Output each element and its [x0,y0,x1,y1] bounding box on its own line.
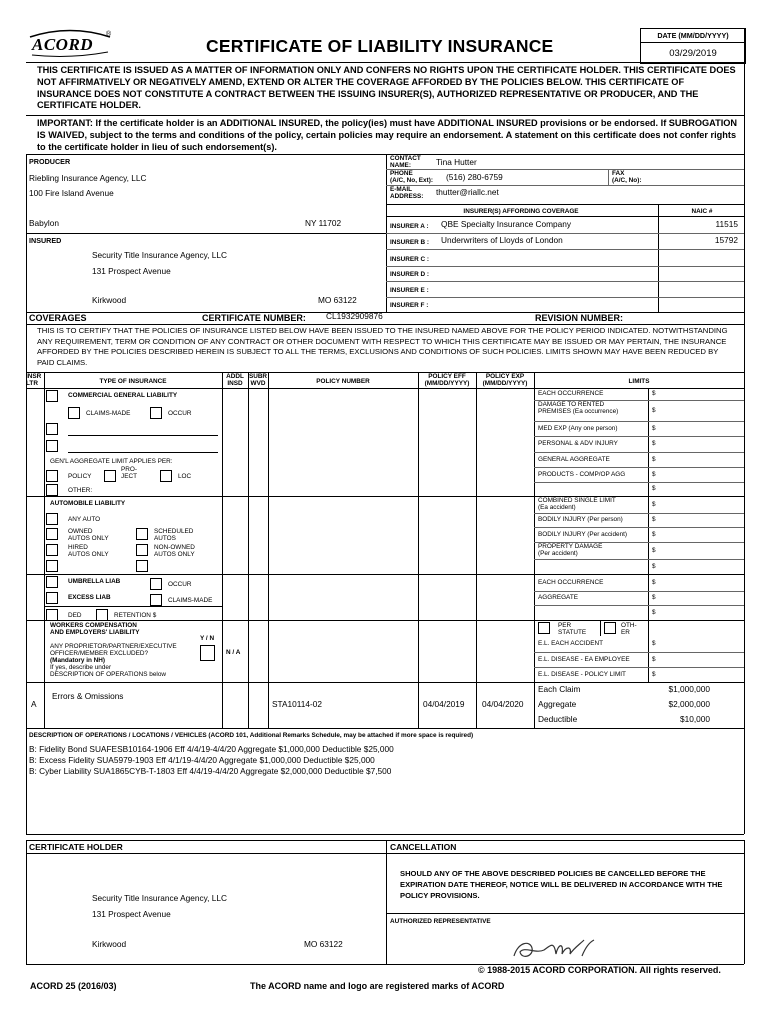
producer-city: Babylon [29,218,59,228]
insurer-name: QBE Specialty Insurance Company [441,219,572,229]
project-checkbox[interactable] [104,470,116,482]
limit-label-line-1: E.L. DISEASE - EA EMPLOYEE [538,655,630,663]
form-id: ACORD 25 (2016/03) [30,981,117,991]
fax-label-2: (A/C, No): [612,177,642,184]
insr-header: INSR [26,373,42,380]
non-owned-autos-label [154,544,195,558]
email-label-2: ADDRESS: [390,193,424,200]
policy-eff-header-2: (MM/DD/YYYY) [424,380,470,387]
holder-city: Kirkwood [92,939,127,949]
policy-exp-header [476,373,534,387]
limit-label [538,456,646,463]
wc-proprietor-4: If yes, describe under [50,664,112,671]
scheduled-autos-label [154,528,193,542]
description-line: B: Excess Fidelity SUA5979-1903 Eff 4/1/19-4/4/20 Aggregate $1,000,000 Deductible $25,000 [29,755,375,765]
policy-exp-header-2: (MM/DD/YYYY) [482,380,528,387]
insurer-label: INSURER E : [390,287,429,294]
wc-proprietor-2: OFFICER/MEMBER EXCLUDED? [50,650,149,657]
limit-label-line-1: BODILY INJURY (Per accident) [538,530,628,538]
limit-label-line-1: E.L. EACH ACCIDENT [538,640,603,647]
occur-checkbox[interactable] [150,407,162,419]
eo-effective-date: 04/04/2019 [423,699,465,709]
limit-dollar-sign: $ [652,655,656,663]
copyright: © 1988-2015 ACORD CORPORATION. All rights reserved. [478,965,721,975]
eo-limit-value: $1,000,000 [668,684,710,694]
umbrella-claims-made-checkbox[interactable] [150,594,162,606]
wc-proprietor-3: (Mandatory in NH) [50,657,106,664]
retention-label: RETENTION $ [114,612,157,619]
description-lines [29,744,394,777]
policy-label: POLICY [68,473,92,480]
limit-dollar-sign: $ [652,390,656,397]
insurer-label: INSURER A : [390,223,429,230]
ltr-header: LTR [26,380,38,387]
phone-label-2: (A/C, No, Ext): [390,177,433,184]
retention-checkbox[interactable] [96,609,108,621]
producer-state-zip: NY 11702 [305,218,342,228]
limit-dollar-sign: $ [652,406,656,414]
producer-name: Riebling Insurance Agency, LLC [29,173,147,183]
policy-eff-header [418,373,476,387]
limit-label-line-1: MED EXP (Any one person) [538,424,618,432]
per-statute-label-2: STATUTE [558,629,587,636]
wc-excluded-checkbox[interactable] [200,645,215,661]
scheduled-autos-label-1: SCHEDULED [154,528,194,535]
limit-label-line-1: PERSONAL & ADV INJURY [538,440,618,447]
insurer-label: INSURER B : [390,239,430,246]
umbrella-claims-made-label: CLAIMS-MADE [168,597,213,604]
authorized-rep-label: AUTHORIZED REPRESENTATIVE [390,918,491,925]
wvd-header: WVD [250,380,266,387]
date-value: 03/29/2019 [669,48,717,59]
insurer-label: INSURER F : [390,302,429,309]
limit-label-line-1: COMBINED SINGLE LIMIT [538,497,616,504]
fax-label-1: FAX [612,170,625,177]
loc-checkbox[interactable] [160,470,172,482]
auto-blank-checkbox-2[interactable] [136,560,148,572]
per-statute-checkbox[interactable] [538,622,550,634]
eo-policy-number: STA10114-02 [272,699,322,709]
limit-dollar-sign: $ [652,578,656,586]
eo-limit-label: Each Claim [538,684,581,694]
owned-autos-label [68,528,109,542]
wc-proprietor-1: ANY PROPRIETOR/PARTNER/EXECUTIVE [50,643,177,650]
limit-label [538,401,646,415]
insured-label: INSURED [29,236,62,245]
eo-limit-label: Deductible [538,714,578,724]
certificate-number-label: CERTIFICATE NUMBER: [202,313,306,323]
cancellation-text: SHOULD ANY OF THE ABOVE DESCRIBED POLICIES BE CANCELLED BEFORE THE EXPIRATION DATE THEREOF, NOTICE WILL BE DELIVERED IN ACCORDANCE WITH THE POLICY PROVISIONS. [400,869,723,900]
logo-text: ACORD [32,35,94,54]
limit-dollar-sign: $ [652,608,656,616]
policy-eff-header-1: POLICY EFF [428,373,466,380]
limit-label-line-1: E.L. DISEASE - POLICY LIMIT [538,670,626,678]
contact-name-label-1: CONTACT [390,155,421,162]
limit-label [538,543,646,557]
limit-dollar-sign: $ [652,470,656,478]
limit-label-line-1: DAMAGE TO RENTED [538,401,605,408]
other-er-label [621,622,637,636]
eo-limit-label: Aggregate [538,699,577,709]
wc-title-1: WORKERS COMPENSATION [50,622,137,629]
insured-state-zip: MO 63122 [318,295,357,305]
eo-insurer-letter: A [31,699,37,709]
claims-made-checkbox[interactable] [68,407,80,419]
gl-blank-checkbox-1[interactable] [46,423,58,435]
limit-label [538,594,646,601]
project-label [121,466,137,480]
ded-checkbox[interactable] [46,609,58,621]
addl-header: ADDL [226,373,244,380]
cancellation-label: CANCELLATION [390,842,457,852]
occur-label: OCCUR [168,410,192,417]
limit-label [538,497,646,511]
insurer-naic: 11515 [715,219,738,229]
contact-email: thutter@riallc.net [436,187,499,197]
insurer-name: Underwriters of Lloyds of London [441,235,563,245]
limit-label-line-1: PROPERTY DAMAGE [538,543,603,550]
limit-label-line-2: (Ea accident) [538,504,576,511]
limit-dollar-sign: $ [652,440,656,447]
insured-name: Security Title Insurance Agency, LLC [92,250,227,260]
gl-blank-checkbox-2[interactable] [46,440,58,452]
eo-type: Errors & Omissions [52,691,124,701]
claims-made-label: CLAIMS-MADE [86,410,131,417]
coverage-statement: THIS IS TO CERTIFY THAT THE POLICIES OF INSURANCE LISTED BELOW HAVE BEEN ISSUED TO THE INSURED NAMED ABOVE FOR THE POLICY PERIOD INDICATED. NOTWITHSTANDING ANY REQUIREMENT, TERM OR CONDITION OF ANY CONTRACT OR OTHER DOCUMENT WITH RESPECT TO WHICH THIS CERTIFICATE MAY BE ISSUED OR MAY PERTAIN, THE INSURANCE AFFORDED BY THE POLICIES DESCRIBED HEREIN IS SUBJECT TO ALL THE TERMS, EXCLUSIONS AND CONDITIONS OF SUCH POLICIES. LIMITS SHOWN MAY HAVE BEEN REDUCED BY PAID CLAIMS. [37,326,728,367]
wc-title-2: AND EMPLOYERS' LIABILITY [50,629,140,636]
insurers-header: INSURER(S) AFFORDING COVERAGE [463,208,579,215]
project-label-2: JECT [121,473,137,480]
limit-dollar-sign: $ [652,455,656,463]
hired-autos-label [68,544,109,558]
loc-label: LOC [178,473,192,480]
scheduled-autos-label-2: AUTOS [154,535,176,542]
limit-label [538,440,646,447]
limit-label [538,671,646,678]
auto-blank-checkbox-1[interactable] [46,560,58,572]
eo-limit-value: $10,000 [680,714,710,724]
other-label: OTHER: [68,487,93,494]
limit-label-line-1: BODILY INJURY (Per person) [538,516,623,523]
limit-label [538,531,646,538]
description-label: DESCRIPTION OF OPERATIONS / LOCATIONS / VEHICLES (ACORD 101, Additional Remarks Schedule, may be attached if more space is required) [29,732,474,739]
insurer-label: INSURER D : [390,271,430,278]
eo-expiration-date: 04/04/2020 [482,699,524,709]
excess-label: EXCESS LIAB [68,594,111,601]
limit-dollar-sign: $ [652,500,656,508]
description-line: B: Cyber Liability SUA1865CYB-T-1803 Eff 4/4/19-4/4/20 Aggregate $2,000,000 Deductible $7,500 [29,766,392,776]
any-auto-checkbox[interactable] [46,513,58,525]
contact-name: Tina Hutter [436,157,477,167]
per-statute-label-1: PER [558,622,572,629]
auto-title: AUTOMOBILE LIABILITY [50,500,126,507]
umbrella-occur-label: OCCUR [168,581,192,588]
holder-state-zip: MO 63122 [304,939,343,949]
limit-label [538,579,646,586]
email-label [390,186,423,200]
wc-na-label: N / A [226,649,241,656]
revision-number-label: REVISION NUMBER: [535,313,624,323]
naic-header: NAIC # [691,208,713,215]
contact-name-label [390,155,421,169]
per-statute-label [558,622,586,636]
umbrella-label: UMBRELLA LIAB [68,578,121,585]
signature [510,936,600,962]
limit-dollar-sign: $ [652,640,656,647]
trademark: The ACORD name and logo are registered marks of ACORD [250,981,505,991]
limit-dollar-sign: $ [652,594,656,601]
limit-dollar-sign: $ [652,546,656,554]
limit-dollar-sign: $ [652,485,656,492]
producer-address: 100 Fire Island Avenue [29,188,114,198]
acord-logo [26,28,114,58]
description-line: B: Fidelity Bond SUAFESB10164-1906 Eff 4/4/19-4/4/20 Aggregate $1,000,000 Deductible $25,000 [29,744,394,754]
limit-label-line-1: EACH OCCURRENCE [538,390,604,397]
gl-checkbox[interactable] [46,390,58,402]
limit-label [538,471,646,478]
other-er-checkbox[interactable] [604,622,616,634]
umbrella-occur-checkbox[interactable] [150,578,162,590]
contact-phone: (516) 280-6759 [446,172,503,182]
date-box [640,28,746,64]
non-owned-autos-label-1: NON-OWNED [154,544,195,551]
other-checkbox[interactable] [46,484,58,496]
insr-ltr-header [26,373,41,387]
policy-number-header: POLICY NUMBER [316,378,370,385]
coverages-label: COVERAGES [29,313,87,323]
project-label-1: PRO- [121,466,137,473]
any-auto-label: ANY AUTO [68,516,101,523]
limit-label [538,390,646,397]
limits-header: LIMITS [628,378,650,385]
owned-autos-checkbox[interactable] [46,528,58,540]
limit-label-line-1: EACH OCCURRENCE [538,578,604,586]
limit-dollar-sign: $ [652,530,656,538]
wc-proprietor-text [50,643,177,678]
limit-dollar-sign: $ [652,424,656,432]
umbrella-checkbox[interactable] [46,576,58,588]
holder-address: 131 Prospect Avenue [92,909,171,919]
registered-mark: ® [106,31,112,38]
limit-dollar-sign: $ [652,670,656,678]
non-owned-autos-label-2: AUTOS ONLY [154,551,195,558]
gl-aggregate-applies: GEN'L AGGREGATE LIMIT APPLIES PER: [50,458,173,465]
other-er-label-2: ER [621,629,630,636]
limit-label-line-1: PRODUCTS - COMP/OP AGG [538,470,626,478]
owned-autos-label-1: OWNED [68,528,93,535]
insured-address: 131 Prospect Avenue [92,266,171,276]
ded-label: DED [68,612,82,619]
hired-autos-label-1: HIRED [68,544,88,551]
scheduled-autos-checkbox[interactable] [136,528,148,540]
non-owned-autos-checkbox[interactable] [136,544,148,556]
limit-label [538,516,646,523]
subr-wvd-header [248,373,268,387]
wc-proprietor-5: DESCRIPTION OF OPERATIONS below [50,671,166,678]
excess-checkbox[interactable] [46,592,58,604]
insurer-label: INSURER C : [390,256,430,263]
owned-autos-label-2: AUTOS ONLY [68,535,109,542]
policy-checkbox[interactable] [46,470,58,482]
eo-limit-value: $2,000,000 [668,699,710,709]
email-label-1: E-MAIL [390,186,413,193]
insurer-naic: 15792 [714,235,738,245]
limit-label-line-1: AGGREGATE [538,594,579,601]
certificate-number: CL1932909876 [326,311,383,321]
fax-label [612,170,641,184]
hired-autos-label-2: AUTOS ONLY [68,551,109,558]
important-notice: IMPORTANT: If the certificate holder is an ADDITIONAL INSURED, the policy(ies) must have ADDITIONAL INSURED provisions or be endorsed. If SUBROGATION IS WAIVED, subject to the terms and conditions of the policy, certain policies may require an endorsement. A statement on this certificate does not confer rights to the certificate holder in lieu of such endorsement(s). [37,118,738,152]
limit-label-line-1: GENERAL AGGREGATE [538,455,610,463]
policy-exp-header-1: POLICY EXP [485,373,525,380]
insured-city: Kirkwood [92,295,127,305]
limit-label [538,656,646,663]
subr-header: SUBR [248,373,268,380]
type-header: TYPE OF INSURANCE [99,378,167,385]
addl-insd-header [222,373,248,387]
gl-title: COMMERCIAL GENERAL LIABILITY [68,392,178,399]
limit-label-line-2: (Per accident) [538,550,578,557]
limit-dollar-sign: $ [652,562,656,570]
hired-autos-checkbox[interactable] [46,544,58,556]
limit-dollar-sign: $ [652,516,656,523]
limit-label-line-2: PREMISES (Ea occurrence) [538,408,619,415]
date-label: DATE (MM/DD/YYYY) [641,29,745,43]
limit-label [538,425,646,432]
producer-label: PRODUCER [29,157,71,166]
holder-label: CERTIFICATE HOLDER [29,842,123,852]
wc-title [50,622,140,636]
page-title: CERTIFICATE OF LIABILITY INSURANCE [206,36,554,56]
insd-header: INSD [227,380,243,387]
disclaimer: THIS CERTIFICATE IS ISSUED AS A MATTER OF INFORMATION ONLY AND CONFERS NO RIGHTS UPON THE CERTIFICATE HOLDER. THIS CERTIFICATE DOES NOT AFFIRMATIVELY OR NEGATIVELY AMEND, EXTEND OR ALTER THE COVERAGE AFFORDED BY THE POLICIES BELOW. THIS CERTIFICATE OF INSURANCE DOES NOT CONSTITUTE A CONTRACT BETWEEN THE ISSUING INSURER(S), AUTHORIZED REPRESENTATIVE OR PRODUCER, AND THE CERTIFICATE HOLDER. [37,65,736,111]
other-er-label-1: OTH- [621,622,637,629]
holder-name: Security Title Insurance Agency, LLC [92,893,227,903]
phone-label-1: PHONE [390,170,413,177]
wc-yn-label: Y / N [200,635,215,642]
limit-label [538,640,646,647]
phone-label [390,170,433,184]
contact-name-label-2: NAME: [390,162,411,169]
